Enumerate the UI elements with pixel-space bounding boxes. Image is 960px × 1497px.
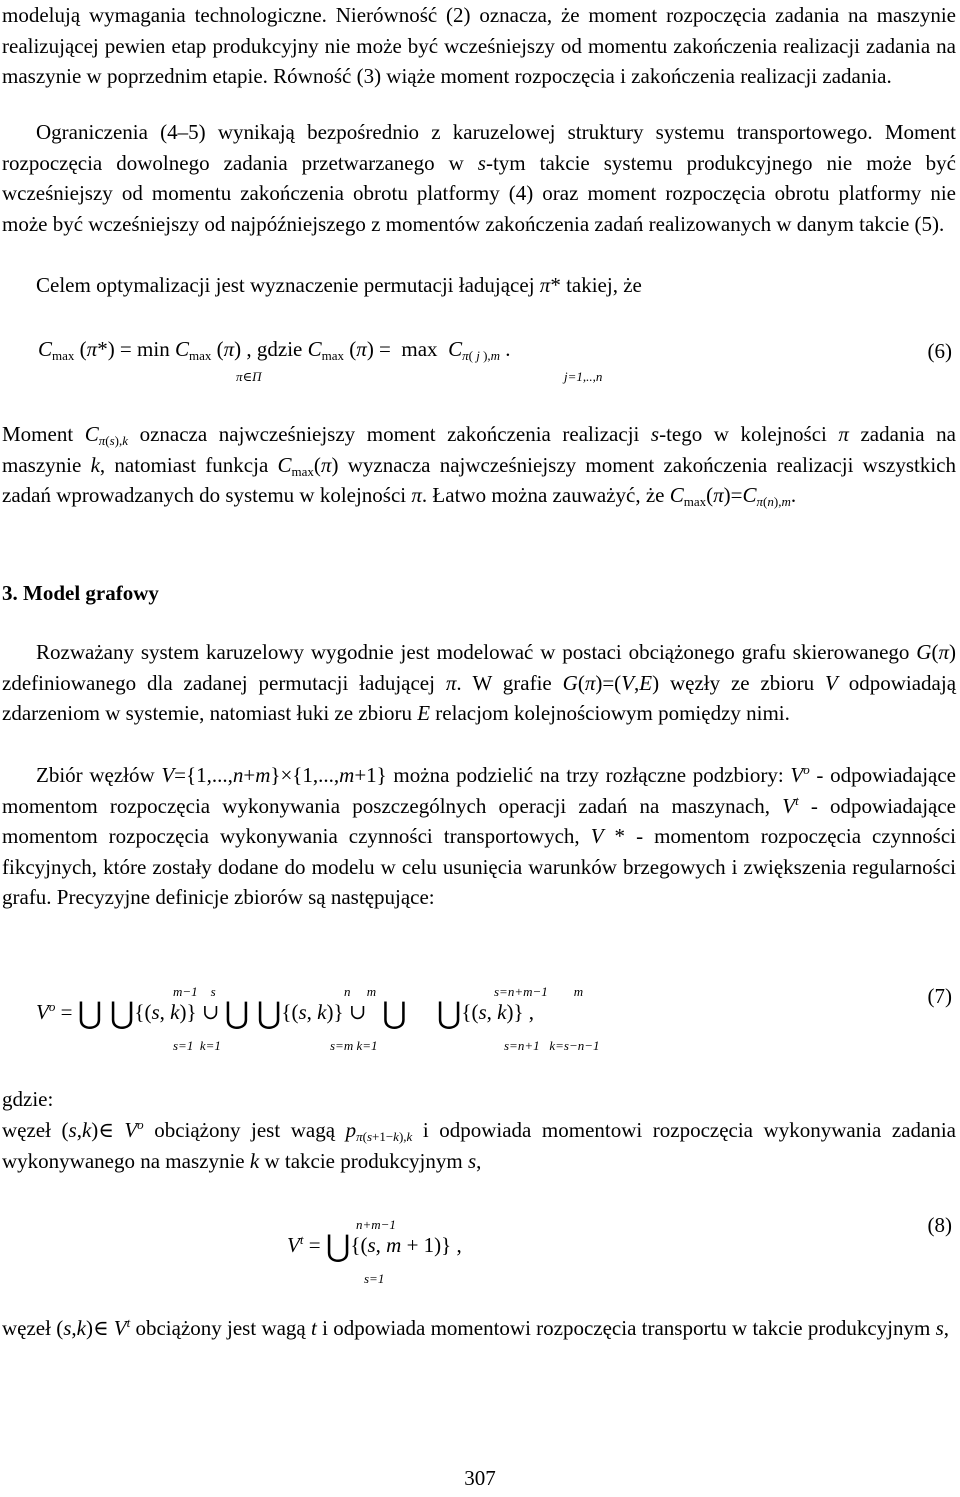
text: węzeł — [2, 1316, 57, 1340]
text: obciążony jest wagą — [143, 1118, 346, 1142]
page-number: 307 — [464, 1466, 496, 1490]
equation-7: m−1 s n m s=n+m−1 m $V^o$ = ⋃ ⋃{(s, k)} ∪ ⋃ ⋃{(s, k)} ∪ ⋃ ⋃{(s, k)} , s=1 k=1 s=m k=1 s=n+1 k=s−n−1 (7) — [0, 975, 960, 1035]
text: i odpowiada momentowi rozpoczęcia transportu w takcie produkcyjnym — [316, 1316, 936, 1340]
text: odpowiadają zdarzeniom w systemie, natomiast łuki ze zbioru — [2, 670, 957, 726]
text: Rozważany system karuzelowy wygodnie jest modelować w postaci obciążonego grafu skierowanego — [36, 640, 917, 664]
text: obciążony jest wagą — [130, 1316, 312, 1340]
paragraph-cmax-definition: Moment $C_{\pi(s),k}$ oznacza najwcześniejszy moment zakończenia realizacji s-tego w kolejności π zadania na maszynie k, natomiast funkcja $C_{max}(\pi)$ wyznacza najwcześniejszy moment zakończenia realizacji wszystkich zadań wprowadzanych do systemu w kolejności π. Łatwo można zauważyć, że $C_{max}(\pi)=C_{\pi(n),m}$. — [2, 422, 956, 510]
equation-number: (6) — [927, 339, 952, 363]
text: zadania na maszynie — [2, 422, 956, 477]
text: oznacza najwcześniejszy moment zakończenia realizacji — [128, 422, 651, 446]
text: relacjom kolejnościowym pomiędzy nimi. — [430, 701, 790, 726]
text: , natomiast funkcja — [99, 452, 278, 477]
text: . W grafie — [456, 670, 563, 695]
text: - odpowiadające momentom rozpoczęcia wykonywania czynności transportowych, — [2, 793, 957, 849]
where-label — [2, 1084, 956, 1115]
text: gdzie: — [2, 1087, 54, 1111]
text: i odpowiada momentowi rozpoczęcia wykonywania zadania wykonywanego na maszynie — [2, 1118, 956, 1173]
text: zdefiniowanego dla zadanej permutacji ładującej — [2, 670, 446, 695]
text: Zbiór węzłów — [36, 763, 162, 787]
text: w takcie produkcyjnym — [259, 1148, 468, 1173]
paragraph-vo-weight: węzeł (s,k)∈ $V^o$ obciążony jest wagą $p_{\pi(s+1-k),k}$ i odpowiada momentowi rozpoczęcia wykonywania zadania wykonywanego na maszynie k w takcie produkcyjnym s, — [2, 1117, 956, 1173]
text: węzły ze zbioru — [659, 670, 826, 695]
text: 5) wynikają bezpośrednio z karuzelowej struktury systemu transportowego. Moment rozpoczęcia dowolnego zadania przetwarzanego w — [2, 120, 956, 175]
text: . Łatwo można zauważyć, że — [421, 483, 670, 508]
text: - momentom rozpoczęcia czynności fikcyjnych, które zostały dodane do modelu w celu usunięcia warunków brzegowych i zwiększenia regularności grafu. Precyzyjne definicje zbiorów są następujące: — [2, 824, 957, 910]
paragraph-graph-model: Rozważany system karuzelowy wygodnie jest modelować w postaci obciążonego grafu skierowanego G(π) zdefiniowanego dla zadanej permutacji ładującej π. W grafie G(π)=(V,E) węzły ze zbioru V odpowiadają zdarzeniom w systemie, natomiast łuki ze zbioru E relacjom kolejnościowym pomiędzy nimi. — [2, 640, 957, 726]
paragraph-constraints-2-3 — [2, 0, 956, 92]
text: modelują wymagania technologiczne. Nierówność (2) oznacza, że moment rozpoczęcia zadania na maszynie realizującej pewien etap produkcyjny nie może być wcześniejszy od momentu zakończenia realizacji zadania na maszynie w poprzednim etapie. Równość (3) wiąże moment rozpoczęcia i zakończenia realizacji zadania. — [2, 3, 956, 89]
equation-8: n+m−1 $V^t$ = ⋃{(s, m + 1)} , s=1 (8) — [0, 1210, 960, 1270]
text: Celem optymalizacji jest wyznaczenie permutacji ładującej — [36, 273, 540, 297]
paragraph-constraints-4-5: Ograniczenia (4–5) wynikają bezpośrednio z karuzelowej struktury systemu transportowego. Moment rozpoczęcia dowolnego zadania przetwarzanego w s-tym takcie systemu produkcyjnego nie może być wcześniejszy od momentu zakończenia obrotu platformy (4) oraz moment rozpoczęcia obrotu platformy nie może być wcześniejszy od najpóźniejszego z momentów zakończenia zadań realizowanych w danym takcie (5). — [2, 120, 956, 236]
text: węzeł — [2, 1118, 62, 1142]
text: -tym takcie systemu produkcyjnego nie może być wcześniejszy od momentu zakończenia obrotu platformy (4) oraz moment rozpoczęcia obrotu platformy nie może być wcześniejszy od najpóźniejszego z momentów zakończenia zadań realizowanych w danym takcie (5). — [2, 150, 956, 236]
text: - odpowiadające momentom rozpoczęcia wykonywania poszczególnych operacji zadań na maszynach, — [2, 763, 957, 818]
text: Ograniczenia (4 — [36, 120, 178, 144]
equation-6: $C_{max}$ $(\pi*) = \min C_{max}$ (π) , gdzie $C_{max}$ $(\pi) = \max C_{\pi( j ),m}$ . π∈Π j=1,..,n (6) — [38, 337, 952, 384]
paragraph-node-sets: Zbiór węzłów V={1,...,n+m}×{1,...,m+1} można podzielić na trzy rozłączne podzbiory: $V^o$ - odpowiadające momentom rozpoczęcia wykonywania poszczególnych operacji zadań na maszynach, $V^t$ - odpowiadające momentom rozpoczęcia wykonywania czynności transportowych, V * - momentom rozpoczęcia czynności fikcyjnych, które zostały dodane do modelu w celu usunięcia warunków brzegowych i zwiększenia regularności grafu. Precyzyjne definicje zbiorów są następujące: — [2, 762, 957, 910]
section-heading: 3. Model grafowy — [2, 581, 159, 605]
text: -tego w kolejności — [659, 422, 839, 446]
paragraph-vt-weight: węzeł (s,k)∈ $V^t$ obciążony jest wagą t i odpowiada momentowi rozpoczęcia transportu w takcie produkcyjnym s, — [2, 1315, 950, 1340]
text: Moment — [2, 422, 85, 446]
text: wyznacza najwcześniejszy moment zakończenia realizacji wszystkich zadań wprowadzanych do systemu w kolejności — [2, 452, 956, 508]
text: można podzielić na trzy rozłączne podzbiory: — [386, 763, 791, 787]
equation-number: (8) — [927, 1213, 952, 1237]
text: takiej, że — [560, 273, 642, 297]
equation-number: (7) — [927, 984, 952, 1008]
paragraph-optimization-goal: Celem optymalizacji jest wyznaczenie permutacji ładującej π* takiej, że — [36, 273, 642, 297]
